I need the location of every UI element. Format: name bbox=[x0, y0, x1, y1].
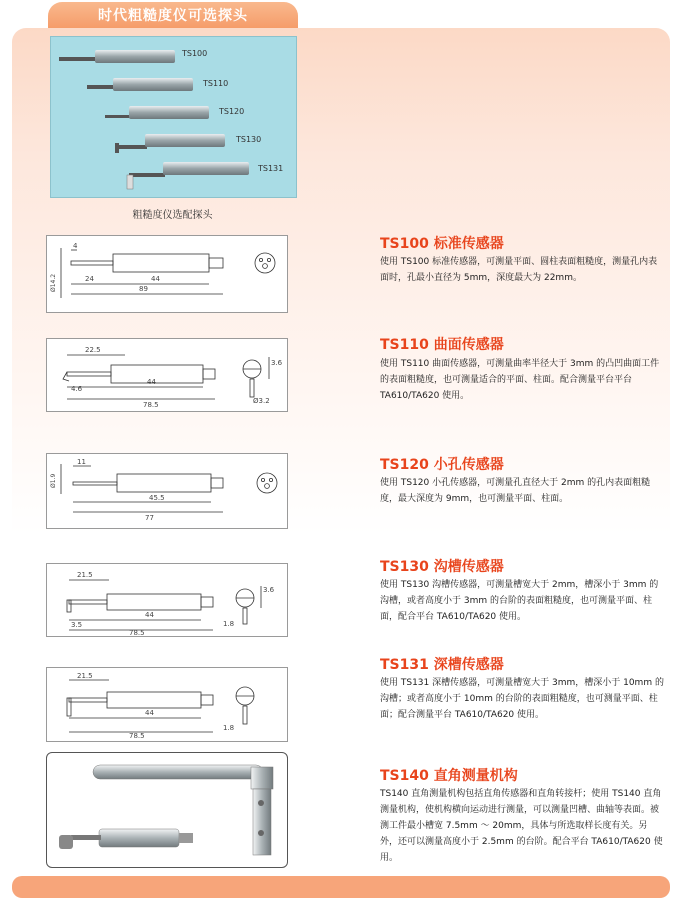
probes-photo bbox=[50, 36, 297, 198]
probe-ts100-image bbox=[59, 49, 207, 63]
photo-caption: 粗糙度仪选配探头 bbox=[132, 210, 213, 221]
ts131-dim-body: 44 bbox=[145, 709, 154, 717]
ts120-title: TS120 小孔传感器 bbox=[380, 457, 504, 473]
ts110-desc: 使用 TS110 曲面传感器，可测量曲率半径大于 3mm 的凸凹曲面工件的表面粗糙度，也可测量适合的平面、柱面。配合测量平台平台 TA610/TA620 使用。 bbox=[380, 359, 660, 401]
ts130-dim-body: 44 bbox=[145, 611, 154, 619]
ts110-drawing bbox=[46, 338, 288, 412]
ts130-dim-pin: 1.8 bbox=[223, 620, 235, 628]
ts110-dim-height: 3.6 bbox=[271, 359, 283, 367]
ts100-dim-body-start: 24 bbox=[85, 275, 94, 283]
ts100-dim-body: 44 bbox=[151, 275, 160, 283]
ts120-dim-body: 45.5 bbox=[149, 494, 165, 502]
probe-label-ts130: TS130 bbox=[236, 135, 262, 144]
footer-bar bbox=[12, 876, 670, 898]
ts100-drawing bbox=[46, 235, 288, 313]
ts130-desc: 使用 TS130 沟槽传感器，可测量槽宽大于 2mm，槽深小于 3mm 的沟槽，或者高度小于 3mm 的台阶的表面粗糙度，也可测量平面、柱面，配合平台 TA610/TA620 使用。 bbox=[380, 580, 659, 622]
ts130-dim-tip: 3.5 bbox=[71, 621, 83, 629]
ts100-dim-total: 89 bbox=[139, 285, 148, 293]
ts130-dim-total: 78.5 bbox=[129, 629, 145, 636]
ts131-drawing bbox=[46, 667, 288, 742]
ts100-dim-diameter: Ø14.2 bbox=[50, 273, 57, 292]
ts140-photo bbox=[46, 752, 288, 868]
header-title: 时代粗糙度仪可选探头 bbox=[48, 2, 298, 30]
probe-ts130-image bbox=[115, 134, 261, 153]
probe-ts110-image bbox=[87, 78, 228, 91]
ts110-dim-pin: Ø3.2 bbox=[253, 397, 270, 405]
ts130-title: TS130 沟槽传感器 bbox=[380, 559, 504, 575]
ts131-dim-pin: 1.8 bbox=[223, 724, 235, 732]
ts140-title: TS140 直角测量机构 bbox=[380, 768, 518, 784]
ts120-dim-tip: 11 bbox=[77, 458, 86, 466]
ts110-dim-arm: 22.5 bbox=[85, 346, 101, 354]
probe-ts120-image bbox=[105, 106, 244, 119]
ts120-dim-total: 77 bbox=[145, 514, 154, 522]
ts100-desc: 使用 TS100 标准传感器，可测量平面、圆柱表面粗糙度，测量孔内表面时，孔最小直径为 5mm，深度最大为 22mm。 bbox=[380, 257, 658, 283]
probe-label-ts131: TS131 bbox=[258, 164, 284, 173]
ts130-dim-arm: 21.5 bbox=[77, 571, 93, 579]
ts100-dim-tip: 4 bbox=[73, 242, 78, 250]
ts110-dim-total: 78.5 bbox=[143, 401, 159, 409]
ts131-desc: 使用 TS131 深槽传感器，可测量槽宽大于 3mm，槽深小于 10mm 的沟槽；或者高度小于 10mm 的台阶的表面粗糙度，也可测量平面、柱面；配合测量平台 TA610/TA620 使用。 bbox=[380, 678, 664, 720]
probe-ts131-image bbox=[127, 162, 283, 189]
ts120-dim-diameter: Ø1.9 bbox=[50, 473, 57, 488]
ts120-drawing bbox=[46, 453, 288, 529]
ts131-dim-total: 78.5 bbox=[129, 732, 145, 740]
ts130-dim-height: 3.6 bbox=[263, 586, 275, 594]
ts110-dim-body: 44 bbox=[147, 378, 156, 386]
probe-label-ts100: TS100 bbox=[182, 49, 208, 58]
ts131-title: TS131 深槽传感器 bbox=[380, 657, 504, 673]
ts131-dim-arm: 21.5 bbox=[77, 672, 93, 680]
ts140-desc: TS140 直角测量机构包括直角传感器和直角转接杆；使用 TS140 直角测量机构，使机构横向运动进行测量，可以测量凹槽、曲轴等表面。被测工件最小槽宽 7.5mm ～ 20mm，具体与所选取样长度有关。另外，还可以测量高度小于 2.5mm 的台阶。配合平台 TA610/TA620 使用。 bbox=[380, 789, 663, 863]
ts110-dim-tip: 4.6 bbox=[71, 385, 83, 393]
ts120-desc: 使用 TS120 小孔传感器，可测量孔直径大于 2mm 的孔内表面粗糙度，最大深度为 9mm，也可测量平面、柱面。 bbox=[380, 478, 651, 504]
probe-label-ts120: TS120 bbox=[219, 107, 245, 116]
ts110-title: TS110 曲面传感器 bbox=[380, 337, 504, 353]
probe-label-ts110: TS110 bbox=[203, 79, 229, 88]
probes-photo-drawing bbox=[51, 37, 296, 197]
ts130-drawing bbox=[46, 563, 288, 637]
ts100-title: TS100 标准传感器 bbox=[380, 236, 504, 252]
